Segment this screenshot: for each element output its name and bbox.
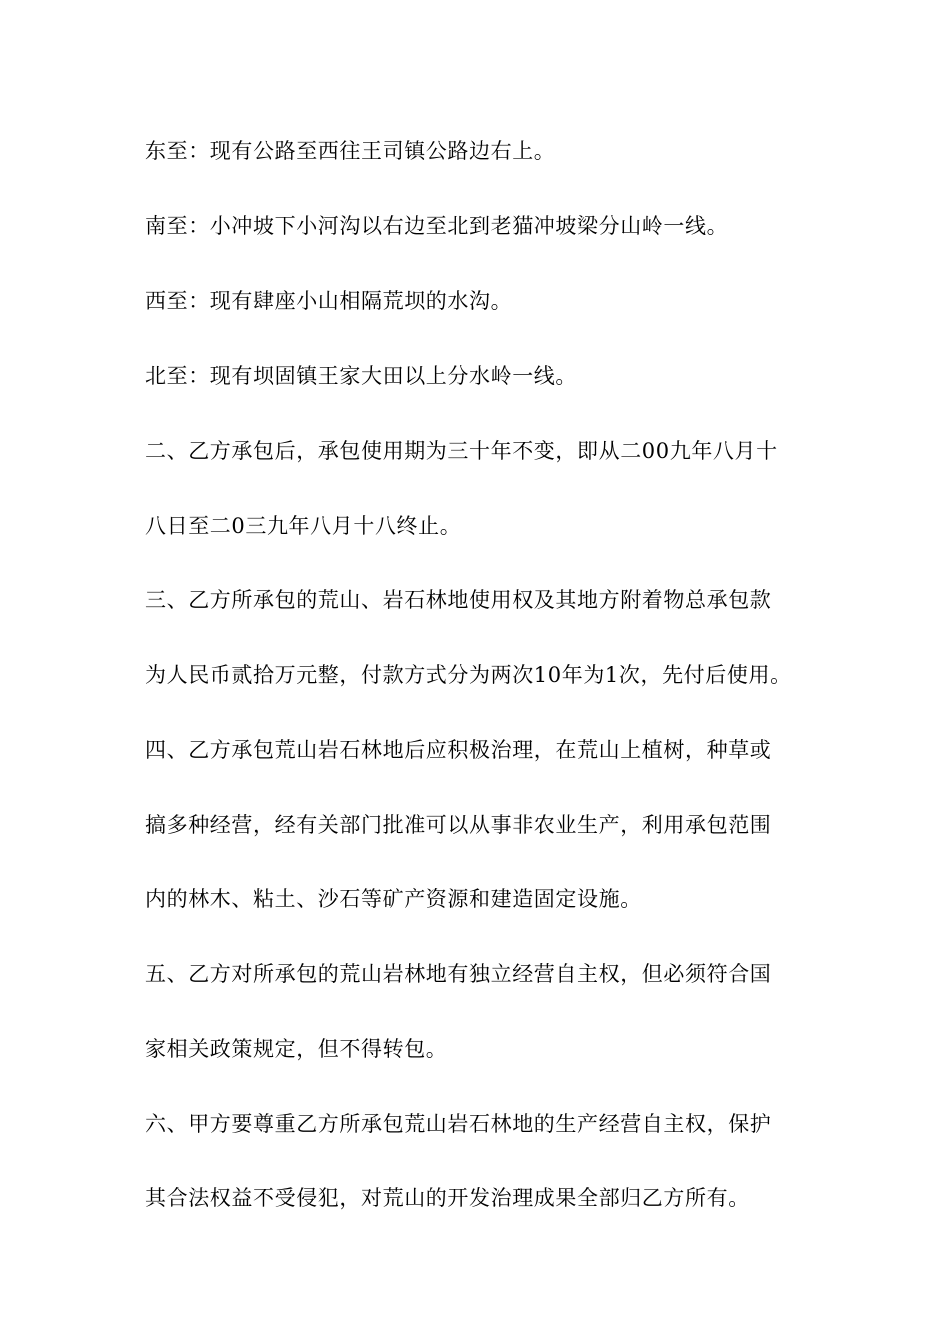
text-line-clause-4-c: 内的林木、粘土、沙石等矿产资源和建造固定设施。 bbox=[145, 887, 642, 911]
text-line-clause-5-b: 家相关政策规定，但不得转包。 bbox=[145, 1037, 448, 1061]
text-line-west-boundary: 西至：现有肆座小山相隔荒坝的水沟。 bbox=[145, 289, 513, 313]
text-line-clause-6-b: 其合法权益不受侵犯，对荒山的开发治理成果全部归乙方所有。 bbox=[145, 1186, 750, 1210]
text-line-north-boundary: 北至：现有坝固镇王家大田以上分水岭一线。 bbox=[145, 364, 577, 388]
text-line-clause-6-a: 六、甲方要尊重乙方所承包荒山岩石林地的生产经营自主权，保护 bbox=[145, 1112, 772, 1136]
text-line-clause-5-a: 五、乙方对所承包的荒山岩林地有独立经营自主权，但必须符合国 bbox=[145, 962, 772, 986]
text-line-south-boundary: 南至：小冲坡下小河沟以右边至北到老猫冲坡梁分山岭一线。 bbox=[145, 214, 729, 238]
text-line-clause-2-a: 二、乙方承包后，承包使用期为三十年不变，即从二00九年八月十 bbox=[145, 439, 778, 463]
text-line-clause-4-a: 四、乙方承包荒山岩石林地后应积极治理，在荒山上植树，种草或 bbox=[145, 738, 772, 762]
text-line-east-boundary: 东至：现有公路至西往王司镇公路边右上。 bbox=[145, 139, 556, 163]
text-line-clause-2-b: 八日至二0三九年八月十八终止。 bbox=[145, 514, 462, 538]
text-line-clause-4-b: 搞多种经营，经有关部门批准可以从事非农业生产，利用承包范围 bbox=[145, 813, 772, 837]
text-line-clause-3-a: 三、乙方所承包的荒山、岩石林地使用权及其地方附着物总承包款 bbox=[145, 588, 772, 612]
text-line-clause-3-b: 为人民币贰拾万元整，付款方式分为两次10年为1次，先付后使用。 bbox=[145, 663, 792, 687]
